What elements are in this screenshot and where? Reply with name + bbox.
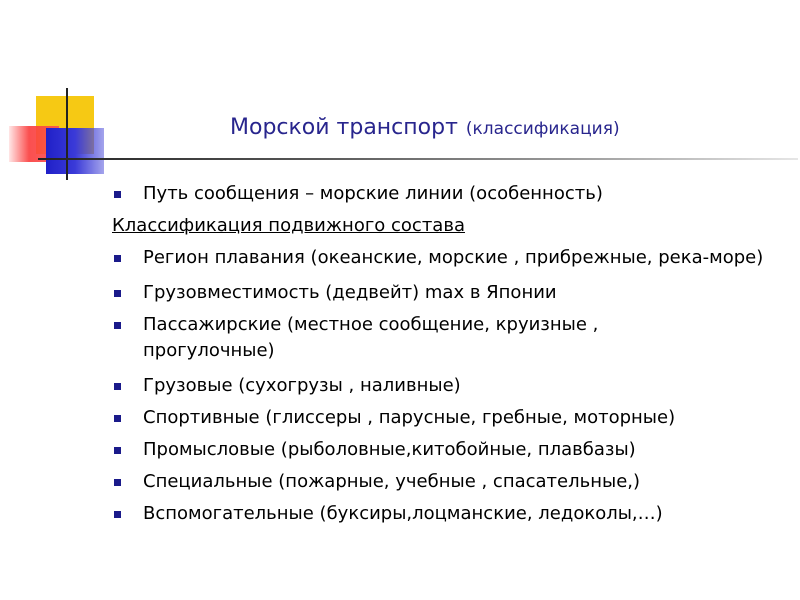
list-item [112,469,782,495]
list-item [112,405,782,431]
bullet-square-icon [114,447,121,454]
list-item-text: Пассажирские (местное сообщение, круизные , прогулочные) [143,314,599,361]
list-item [112,501,782,527]
bullet-square-icon [114,191,121,198]
list-item-text: Вспомогательные (буксиры,лоцманские, ледоколы,…) [143,503,663,524]
list-item-text: Грузовместимость (дедвейт) max в Японии [143,282,557,303]
list-item [112,437,782,463]
bullet-square-icon [114,383,121,390]
bullet-square-icon [114,511,121,518]
list-item-text: Спортивные (глиссеры , парусные, гребные, моторные) [143,407,676,428]
list-item [112,245,782,271]
list-item-text: Грузовые (сухогрузы , наливные) [143,375,461,396]
list-item [112,280,782,306]
bullet-square-icon [114,479,121,486]
list-item [112,181,782,207]
section-heading-text: Классификация подвижного состава [112,215,465,236]
list-item [112,373,782,399]
decor-blue-square [46,128,104,174]
list-item-text: Специальные (пожарные, учебные , спасательные,) [143,471,641,492]
title-underline [38,158,798,160]
list-item-text: Путь сообщения – морские линии (особенность) [143,183,603,204]
decor-vertical-line [66,88,68,180]
slide-title-main: Морской транспорт [230,115,458,140]
list-item [112,312,703,364]
list-item-text: Регион плавания (океанские, морские , прибрежные, река-море) [143,247,764,268]
slide-title-sub: (классификация) [465,119,620,139]
slide-title [230,115,620,140]
bullet-square-icon [114,255,121,262]
bullet-square-icon [114,290,121,297]
slide-body [112,181,782,527]
bullet-square-icon [114,322,121,329]
bullet-square-icon [114,415,121,422]
section-heading [112,213,782,239]
list-item-text: Промысловые (рыболовные,китобойные, плавбазы) [143,439,636,460]
